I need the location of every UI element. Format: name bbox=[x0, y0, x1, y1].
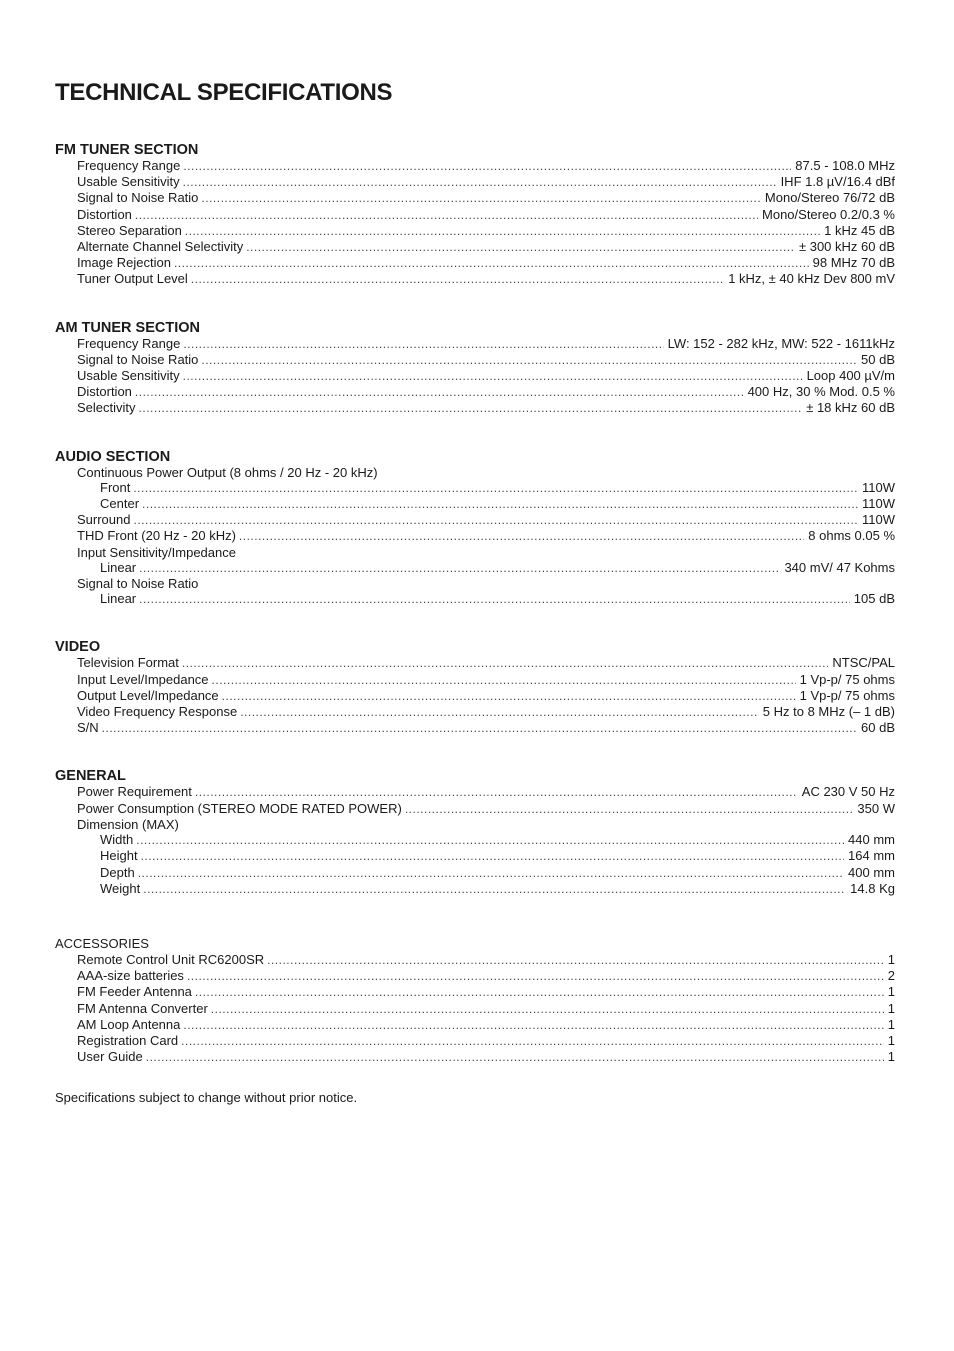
dot-leader bbox=[142, 497, 858, 512]
spec-value: 1 bbox=[887, 1016, 895, 1032]
spec-label: Frequency Range bbox=[77, 335, 181, 351]
spec-value: Mono/Stereo 76/72 dB bbox=[764, 190, 895, 206]
spec-row bbox=[55, 720, 895, 736]
dot-leader bbox=[211, 1002, 884, 1017]
spec-row bbox=[55, 368, 895, 384]
spec-list bbox=[55, 336, 895, 417]
spec-value: LW: 152 - 282 kHz, MW: 522 - 1611kHz bbox=[667, 335, 895, 351]
spec-row bbox=[55, 1033, 895, 1049]
spec-row bbox=[55, 528, 895, 544]
spec-value: 110W bbox=[862, 479, 895, 495]
dot-leader bbox=[174, 256, 809, 271]
spec-row bbox=[55, 400, 895, 416]
spec-value: 1 kHz 45 dB bbox=[824, 222, 895, 238]
spec-value: AC 230 V 50 Hz bbox=[801, 784, 895, 800]
spec-label: Alternate Channel Selectivity bbox=[77, 239, 244, 255]
spec-value: 105 dB bbox=[853, 591, 895, 607]
spec-value: ± 300 kHz 60 dB bbox=[798, 239, 895, 255]
spec-row bbox=[55, 239, 895, 255]
spec-label: Distortion bbox=[77, 206, 132, 222]
spec-row bbox=[55, 688, 895, 704]
spec-value: 164 mm bbox=[848, 848, 895, 864]
spec-value: 50 dB bbox=[861, 351, 895, 367]
spec-label: Weight bbox=[100, 880, 141, 896]
spec-value: 60 dB bbox=[861, 720, 895, 736]
spec-label: Continuous Power Output (8 ohms / 20 Hz - 20 kHz) bbox=[77, 464, 378, 480]
spec-value: 2 bbox=[887, 968, 895, 984]
spec-list bbox=[55, 784, 895, 896]
spec-list bbox=[55, 158, 895, 288]
spec-row bbox=[55, 352, 895, 368]
spec-value: 400 Hz, 30 % Mod. 0.5 % bbox=[747, 384, 895, 400]
spec-label: Height bbox=[100, 848, 138, 864]
spec-list bbox=[55, 465, 895, 608]
dot-leader bbox=[141, 849, 844, 864]
dot-leader bbox=[138, 866, 844, 881]
spec-section bbox=[55, 639, 895, 736]
spec-row bbox=[55, 465, 895, 480]
dot-leader bbox=[133, 481, 858, 496]
spec-row bbox=[55, 255, 895, 271]
spec-row bbox=[55, 1049, 895, 1065]
spec-label: Stereo Separation bbox=[77, 222, 182, 238]
spec-label: Linear bbox=[100, 559, 137, 575]
section-title: AM TUNER SECTION bbox=[55, 319, 200, 336]
spec-value: 400 mm bbox=[848, 864, 895, 880]
dot-leader bbox=[240, 705, 759, 720]
dot-leader bbox=[143, 882, 846, 897]
spec-row bbox=[55, 968, 895, 984]
spec-row bbox=[55, 672, 895, 688]
spec-section bbox=[55, 142, 895, 288]
spec-label: Power Requirement bbox=[77, 784, 192, 800]
dot-leader bbox=[183, 369, 803, 384]
spec-row bbox=[55, 190, 895, 206]
dot-leader bbox=[183, 159, 791, 174]
spec-label: S/N bbox=[77, 720, 99, 736]
spec-row bbox=[55, 848, 895, 864]
spec-label: Input Sensitivity/Impedance bbox=[77, 544, 236, 560]
spec-row bbox=[55, 512, 895, 528]
spec-row bbox=[55, 784, 895, 800]
spec-label: Power Consumption (STEREO MODE RATED POWER) bbox=[77, 800, 402, 816]
spec-row bbox=[55, 655, 895, 671]
spec-value: 110W bbox=[862, 512, 895, 528]
spec-value: 340 mV/ 47 Kohms bbox=[784, 559, 895, 575]
spec-row bbox=[55, 704, 895, 720]
spec-label: Center bbox=[100, 496, 140, 512]
spec-label: AM Loop Antenna bbox=[77, 1016, 181, 1032]
spec-value: 1 bbox=[887, 1049, 895, 1065]
dot-leader bbox=[187, 969, 884, 984]
spec-row bbox=[55, 336, 895, 352]
spec-value: 5 Hz to 8 MHz (– 1 dB) bbox=[762, 704, 895, 720]
dot-leader bbox=[195, 985, 884, 1000]
dot-leader bbox=[183, 337, 663, 352]
dot-leader bbox=[182, 656, 829, 671]
dot-leader bbox=[136, 833, 844, 848]
dot-leader bbox=[201, 191, 761, 206]
spec-sections bbox=[55, 142, 895, 1065]
spec-row bbox=[55, 158, 895, 174]
dot-leader bbox=[183, 1018, 883, 1033]
spec-row bbox=[55, 207, 895, 223]
spec-row bbox=[55, 984, 895, 1000]
spec-value: 440 mm bbox=[848, 832, 895, 848]
dot-leader bbox=[195, 785, 798, 800]
spec-section bbox=[55, 449, 895, 608]
dot-leader bbox=[212, 673, 796, 688]
spec-value: 1 kHz, ± 40 kHz Dev 800 mV bbox=[728, 271, 895, 287]
spec-label: Dimension (MAX) bbox=[77, 816, 179, 832]
dot-leader bbox=[201, 353, 857, 368]
spec-row bbox=[55, 881, 895, 897]
spec-label: Linear bbox=[100, 591, 137, 607]
spec-value: ± 18 kHz 60 dB bbox=[806, 400, 895, 416]
dot-leader bbox=[405, 802, 854, 817]
spec-row bbox=[55, 174, 895, 190]
spec-row bbox=[55, 817, 895, 832]
page-title: TECHNICAL SPECIFICATIONS bbox=[55, 79, 393, 106]
spec-row bbox=[55, 271, 895, 287]
spec-label: Width bbox=[100, 832, 134, 848]
spec-value: 1 bbox=[887, 1032, 895, 1048]
dot-leader bbox=[181, 1034, 884, 1049]
dot-leader bbox=[139, 401, 803, 416]
spec-label: Distortion bbox=[77, 384, 132, 400]
spec-label: Signal to Noise Ratio bbox=[77, 576, 199, 592]
spec-row bbox=[55, 496, 895, 512]
spec-row bbox=[55, 865, 895, 881]
spec-label: Remote Control Unit RC6200SR bbox=[77, 951, 265, 967]
dot-leader bbox=[102, 721, 857, 736]
spec-row bbox=[55, 560, 895, 576]
dot-leader bbox=[133, 513, 858, 528]
section-title: AUDIO SECTION bbox=[55, 448, 171, 465]
spec-row bbox=[55, 480, 895, 496]
spec-label: THD Front (20 Hz - 20 kHz) bbox=[77, 528, 236, 544]
section-title: ACCESSORIES bbox=[55, 935, 149, 951]
spec-row bbox=[55, 832, 895, 848]
spec-label: Registration Card bbox=[77, 1032, 179, 1048]
dot-leader bbox=[267, 953, 884, 968]
dot-leader bbox=[146, 1050, 884, 1065]
spec-value: 1 Vp-p/ 75 ohms bbox=[799, 671, 895, 687]
dot-leader bbox=[183, 175, 777, 190]
spec-row bbox=[55, 591, 895, 607]
dot-leader bbox=[239, 529, 804, 544]
spec-value: 14.8 Kg bbox=[850, 880, 895, 896]
spec-row bbox=[55, 223, 895, 239]
spec-list bbox=[55, 655, 895, 736]
spec-label: Video Frequency Response bbox=[77, 704, 238, 720]
spec-label: Signal to Noise Ratio bbox=[77, 351, 199, 367]
spec-value: IHF 1.8 µV/16.4 dBf bbox=[780, 174, 895, 190]
spec-label: Input Level/Impedance bbox=[77, 671, 209, 687]
spec-label: Television Format bbox=[77, 655, 179, 671]
spec-label: User Guide bbox=[77, 1049, 143, 1065]
spec-value: 1 Vp-p/ 75 ohms bbox=[799, 687, 895, 703]
spec-value: 8 ohms 0.05 % bbox=[808, 528, 895, 544]
spec-label: AAA-size batteries bbox=[77, 968, 184, 984]
spec-label: FM Feeder Antenna bbox=[77, 984, 192, 1000]
spec-value: 87.5 - 108.0 MHz bbox=[795, 158, 895, 173]
spec-row bbox=[55, 384, 895, 400]
spec-section bbox=[55, 936, 895, 1065]
spec-label: Selectivity bbox=[77, 400, 136, 416]
spec-value: Loop 400 µV/m bbox=[806, 368, 895, 384]
spec-label: Output Level/Impedance bbox=[77, 687, 219, 703]
spec-row bbox=[55, 576, 895, 591]
spec-label: Depth bbox=[100, 864, 135, 880]
spec-value: NTSC/PAL bbox=[832, 655, 895, 671]
dot-leader bbox=[222, 689, 796, 704]
spec-section bbox=[55, 768, 895, 896]
spec-row bbox=[55, 545, 895, 560]
footnote: Specifications subject to change without prior notice. bbox=[55, 1090, 358, 1106]
spec-label: Surround bbox=[77, 512, 131, 528]
spec-label: Usable Sensitivity bbox=[77, 368, 180, 384]
spec-value: 1 bbox=[887, 951, 895, 967]
spec-value: Mono/Stereo 0.2/0.3 % bbox=[762, 206, 895, 222]
spec-row bbox=[55, 1017, 895, 1033]
dot-leader bbox=[191, 272, 724, 287]
spec-section bbox=[55, 320, 895, 417]
spec-label: Frequency Range bbox=[77, 158, 181, 173]
section-title: GENERAL bbox=[55, 768, 126, 785]
spec-page bbox=[55, 78, 895, 1106]
spec-list bbox=[55, 952, 895, 1065]
spec-value: 1 bbox=[887, 1000, 895, 1016]
dot-leader bbox=[135, 385, 744, 400]
spec-label: Usable Sensitivity bbox=[77, 174, 180, 190]
dot-leader bbox=[135, 208, 758, 223]
spec-row bbox=[55, 801, 895, 817]
spec-value: 350 W bbox=[857, 800, 895, 816]
dot-leader bbox=[139, 561, 780, 576]
spec-value: 110W bbox=[862, 496, 895, 512]
spec-label: Front bbox=[100, 479, 131, 495]
spec-row bbox=[55, 952, 895, 968]
spec-label: FM Antenna Converter bbox=[77, 1000, 208, 1016]
spec-label: Signal to Noise Ratio bbox=[77, 190, 199, 206]
spec-label: Tuner Output Level bbox=[77, 271, 188, 287]
spec-value: 98 MHz 70 dB bbox=[812, 255, 895, 271]
dot-leader bbox=[185, 224, 820, 239]
spec-label: Image Rejection bbox=[77, 255, 171, 271]
spec-value: 1 bbox=[887, 984, 895, 1000]
dot-leader bbox=[139, 592, 850, 607]
section-title: VIDEO bbox=[55, 639, 101, 656]
spec-row bbox=[55, 1001, 895, 1017]
dot-leader bbox=[246, 240, 795, 255]
section-title: FM TUNER SECTION bbox=[55, 142, 199, 158]
